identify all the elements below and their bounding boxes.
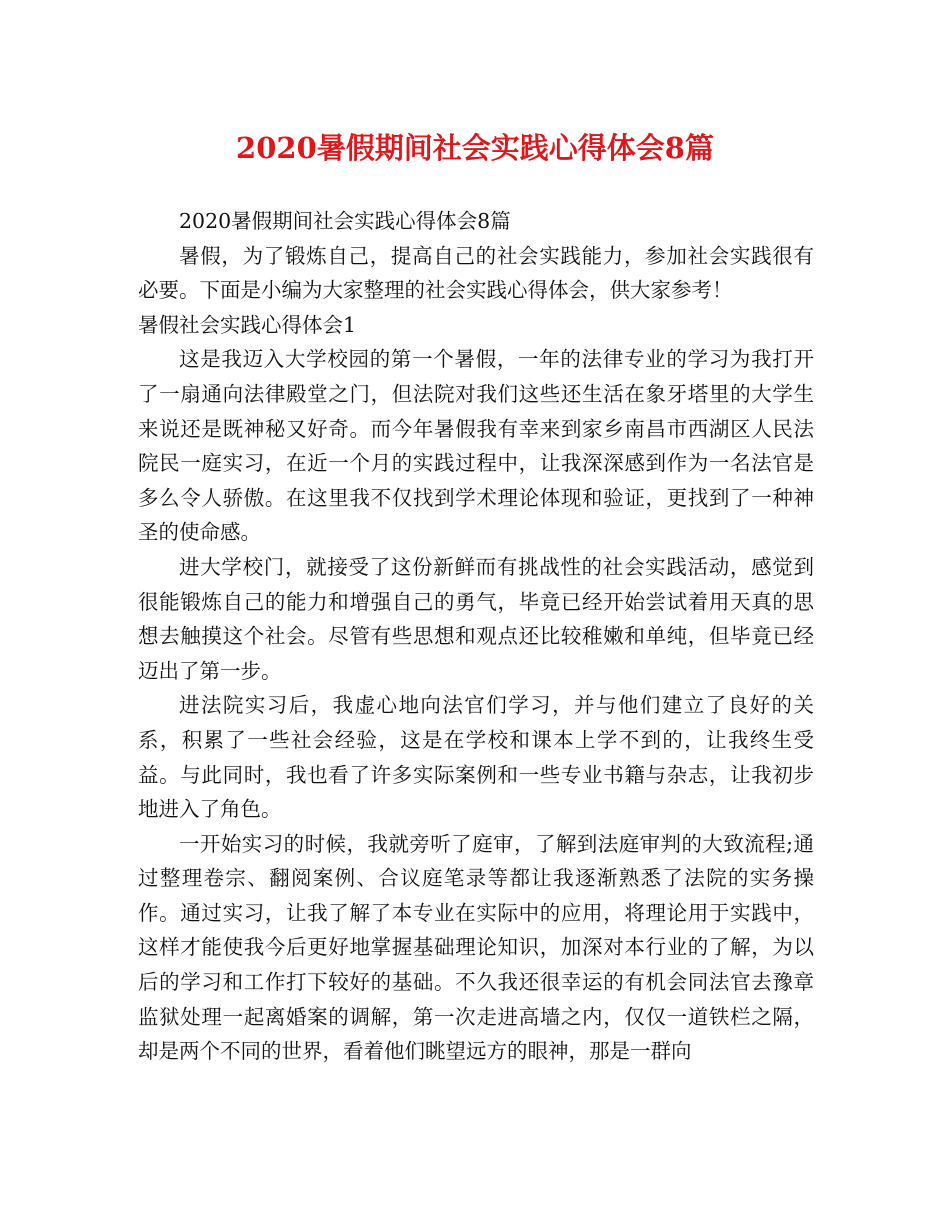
- document-title: 2020暑假期间社会实践心得体会8篇: [236, 131, 714, 165]
- body-paragraph: 这是我迈入大学校园的第一个暑假，一年的法律专业的学习为我打开了一扇通向法律殿堂之门，但法院对我们这些还生活在象牙塔里的大学生来说还是既神秘又好奇。而今年暑假我有幸来到家乡南昌市西湖区人民法院民一庭实习，在近一个月的实践过程中，让我深深感到作为一名法官是多么令人骄傲。在这里我不仅找到学术理论体现和验证，更找到了一种神圣的使命感。: [138, 347, 814, 545]
- document-body: [138, 204, 814, 1069]
- section-heading: 暑假社会实践心得体会1: [138, 312, 357, 337]
- subtitle-line: 2020暑假期间社会实践心得体会8篇: [179, 209, 511, 233]
- body-paragraph: 进大学校门，就接受了这份新鲜而有挑战性的社会实践活动，感觉到很能锻炼自己的能力和增强自己的勇气，毕竟已经开始尝试着用天真的思想去触摸这个社会。尽管有些思想和观点还比较稚嫩和单纯，但毕竟已经迈出了第一步。: [138, 554, 814, 683]
- body-paragraph: 进法院实习后，我虚心地向法官们学习，并与他们建立了良好的关系，积累了一些社会经验，这是在学校和课本上学不到的，让我终生受益。与此同时，我也看了许多实际案例和一些专业书籍与杂志，让我初步地进入了角色。: [138, 693, 814, 822]
- intro-paragraph: 暑假，为了锻炼自己，提高自己的社会实践能力，参加社会实践很有必要。下面是小编为大家整理的社会实践心得体会，供大家参考！: [138, 243, 814, 303]
- body-paragraph: 一开始实习的时候，我就旁听了庭审，了解到法庭审判的大致流程;通过整理卷宗、翻阅案例、合议庭笔录等都让我逐渐熟悉了法院的实务操作。通过实习，让我了解了本专业在实际中的应用，将理论用于实践中，这样才能使我今后更好地掌握基础理论知识，加深对本行业的了解，为以后的学习和工作打下较好的基础。不久我还很幸运的有机会同法官去豫章监狱处理一起离婚案的调解，第一次走进高墙之内，仅仅一道铁栏之隔，却是两个不同的世界，看着他们眺望远方的眼神，那是一群向: [138, 831, 814, 1064]
